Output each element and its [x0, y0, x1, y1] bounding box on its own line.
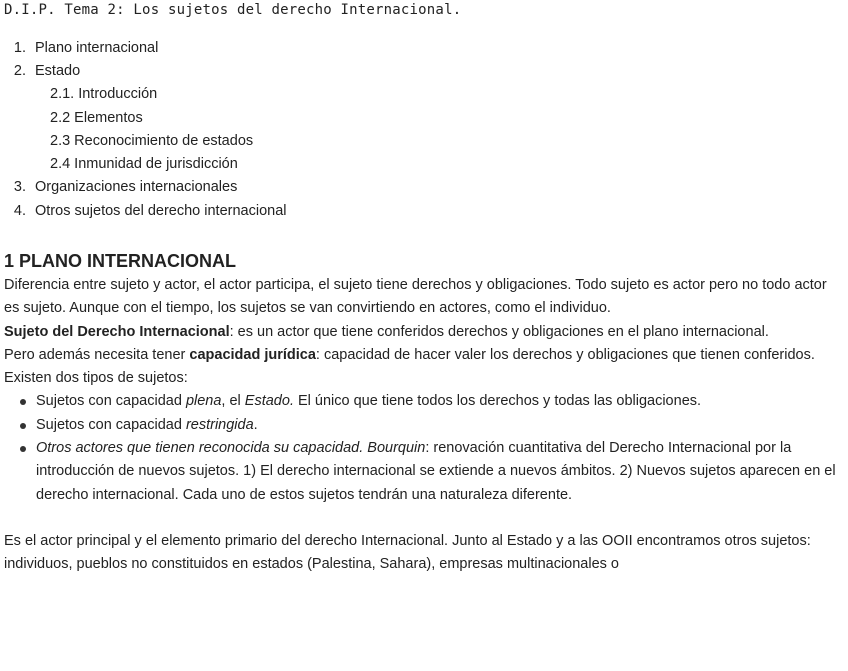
toc-subitem-2-4[interactable]: [50, 154, 238, 174]
toc-number: 3.: [13, 179, 26, 195]
bold-term: capacidad jurídica: [189, 346, 316, 363]
list-text: El único que tiene todos los derechos y todas las obligaciones.: [293, 393, 702, 410]
toc-item-2[interactable]: [4, 61, 80, 81]
italic-term: plena: [185, 393, 222, 410]
toc-label: 2.1. Introducción: [50, 86, 158, 102]
bold-term: Sujeto del Derecho Internacional: [4, 323, 230, 340]
list-text: : renovación cuantitativa del Derecho Internacional por la introducción de nuevos sujetos. 1) El derecho internacional se extiende a nuevos ámbitos. 2) Nuevos sujetos aparecen en el derecho internacional. Cada uno de estos sujetos tendrán una naturaleza diferente.: [36, 440, 836, 503]
toc-number: 4.: [13, 203, 26, 219]
paragraph-state-principal-actor: Es el actor principal y el elemento primario del derecho Internacional. Junto al Estado y a las OOII encontramos otros sujetos: individuos, pueblos no constituidos en estados (Palestina, Sahara), empresas multinacionales o: [4, 532, 811, 573]
toc-item-3[interactable]: [4, 177, 237, 197]
document-title: D.I.P. Tema 2: Los sujetos del derecho Internacional.: [4, 2, 462, 18]
list-text: .: [253, 416, 258, 433]
list-text: , el: [221, 393, 245, 410]
italic-term: restringida: [185, 416, 254, 433]
toc-label: Organizaciones internacionales: [35, 179, 238, 195]
toc-label: Plano internacional: [35, 40, 159, 56]
toc-number: 1.: [13, 40, 26, 56]
italic-term: Otros actores que tienen reconocida su capacidad. Bourquin: [36, 440, 426, 457]
paragraph-text: Pero además necesita tener: [4, 346, 190, 363]
toc-label: Otros sujetos del derecho internacional: [35, 203, 287, 219]
toc-item-1[interactable]: [4, 38, 158, 58]
section-heading: 1 PLANO INTERNACIONAL: [4, 251, 237, 271]
subject-types-list: [4, 390, 846, 506]
paragraph-text: : capacidad de hacer valer los derechos y obligaciones que tienen conferidos.: [315, 346, 815, 363]
list-item-restricted-capacity: [4, 414, 846, 437]
toc-label: 2.2 Elementos: [50, 110, 143, 126]
paragraph-definition: [4, 321, 846, 344]
paragraph-types-intro: Existen dos tipos de sujetos:: [4, 370, 188, 387]
section-content: [4, 248, 846, 577]
toc-number: 2.: [13, 63, 26, 79]
paragraph-legal-capacity: [4, 344, 846, 367]
list-text: Sujetos con capacidad: [36, 416, 186, 433]
list-item-full-capacity: [4, 390, 846, 413]
list-item-other-actors: [4, 437, 846, 507]
toc-item-4[interactable]: [4, 201, 286, 221]
toc-subitem-2-2[interactable]: [50, 108, 143, 128]
toc-label: 2.4 Inmunidad de jurisdicción: [50, 156, 238, 172]
toc-label: Estado: [35, 63, 81, 79]
list-text: Sujetos con capacidad: [36, 393, 186, 410]
toc-subitem-2-1[interactable]: [50, 84, 157, 104]
toc-label: 2.3 Reconocimiento de estados: [50, 133, 254, 149]
paragraph-text: : es un actor que tiene conferidos derechos y obligaciones en el plano internacional.: [229, 323, 769, 340]
toc-subitem-2-3[interactable]: [50, 131, 253, 151]
paragraph-subject-vs-actor: Diferencia entre sujeto y actor, el actor participa, el sujeto tiene derechos y obligaciones. Todo sujeto es actor pero no todo actor es sujeto. Aunque con el tiempo, los sujetos se van convirtiendo en actores, como el individuo.: [4, 277, 827, 317]
italic-term: Estado.: [244, 393, 294, 410]
blank-line: [4, 507, 846, 530]
